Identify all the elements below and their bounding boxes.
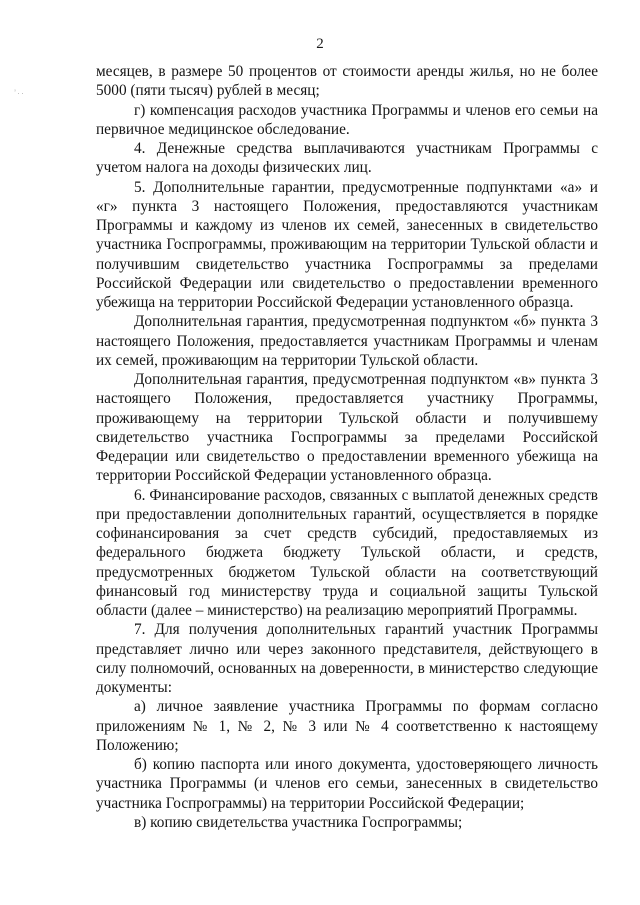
paragraph-item-g-medical: г) компенсация расходов участника Программы и членов его семьи на первичное медицинское обследование. <box>96 101 598 138</box>
paragraph-guarantee-b: Дополнительная гарантия, предусмотренная подпунктом «б» пункта 3 настоящего Положения, предоставляется участникам Программы и членам их семей, проживающим на территории Тульской области. <box>96 313 598 369</box>
paragraph-item-b-passport: б) копию паспорта или иного документа, удостоверяющего личность участника Программы (и членов его семьи, занесенных в свидетельство участника Госпрограммы) на территории Российской Федерации; <box>96 756 598 812</box>
paragraph-4-tax: 4. Денежные средства выплачиваются участникам Программы с учетом налога на доходы физических лиц. <box>96 140 598 177</box>
paragraph-6-financing: 6. Финансирование расходов, связанных с выплатой денежных средств при предоставлении дополнительных гарантий, осуществляется в порядке софинансирования за счет средств субсидий, предоставляемых из федерального бюджета бюджету Тульской области, и средств, предусмотренных бюджетом Тульской области на соответствующий финансовый год министерству труда и социальной защиты Тульской области (далее – министерство) на реализацию мероприятий Программы. <box>96 486 598 619</box>
page-number: 2 <box>316 36 324 52</box>
paragraph-guarantee-v: Дополнительная гарантия, предусмотренная подпунктом «в» пункта 3 настоящего Положения, предоставляется участнику Программы, проживающему на территории Тульской области и получившему свидетельство участника Госпрограммы за пределами Российской Федерации или свидетельство о предоставлении временного убежища на территории Российской Федерации установленного образца. <box>96 371 598 485</box>
paragraph-item-v-certificate: в) копию свидетельства участника Госпрограммы; <box>134 813 463 831</box>
document-body <box>96 62 598 832</box>
paragraph-7-documents: 7. Для получения дополнительных гарантий участник Программы представляет лично или через законного представителя, действующего в силу полномочий, основанных на доверенности, в министерство следующие документы: <box>96 621 598 696</box>
margin-scan-mark: ’·· <box>14 88 25 98</box>
paragraph-item-a-application: а) личное заявление участника Программы по формам согласно приложениям № 1, № 2, № 3 или № 4 соответственно к настоящему Положению; <box>96 698 598 754</box>
paragraph-rent-continuation: месяцев, в размере 50 процентов от стоимости аренды жилья, но не более 5000 (пяти тысяч) рублей в месяц; <box>96 63 598 100</box>
paragraph-5-guarantees: 5. Дополнительные гарантии, предусмотренные подпунктами «а» и «г» пункта 3 настоящего Положения, предоставляются участникам Программы и каждому из членов их семей, занесенных в свидетельство участника Госпрограммы, проживающим на территории Тульской области и получившим свидетельство участника Госпрограммы за пределами Российской Федерации или свидетельство о предоставлении временного убежища на территории Российской Федерации установленного образца. <box>96 178 598 311</box>
